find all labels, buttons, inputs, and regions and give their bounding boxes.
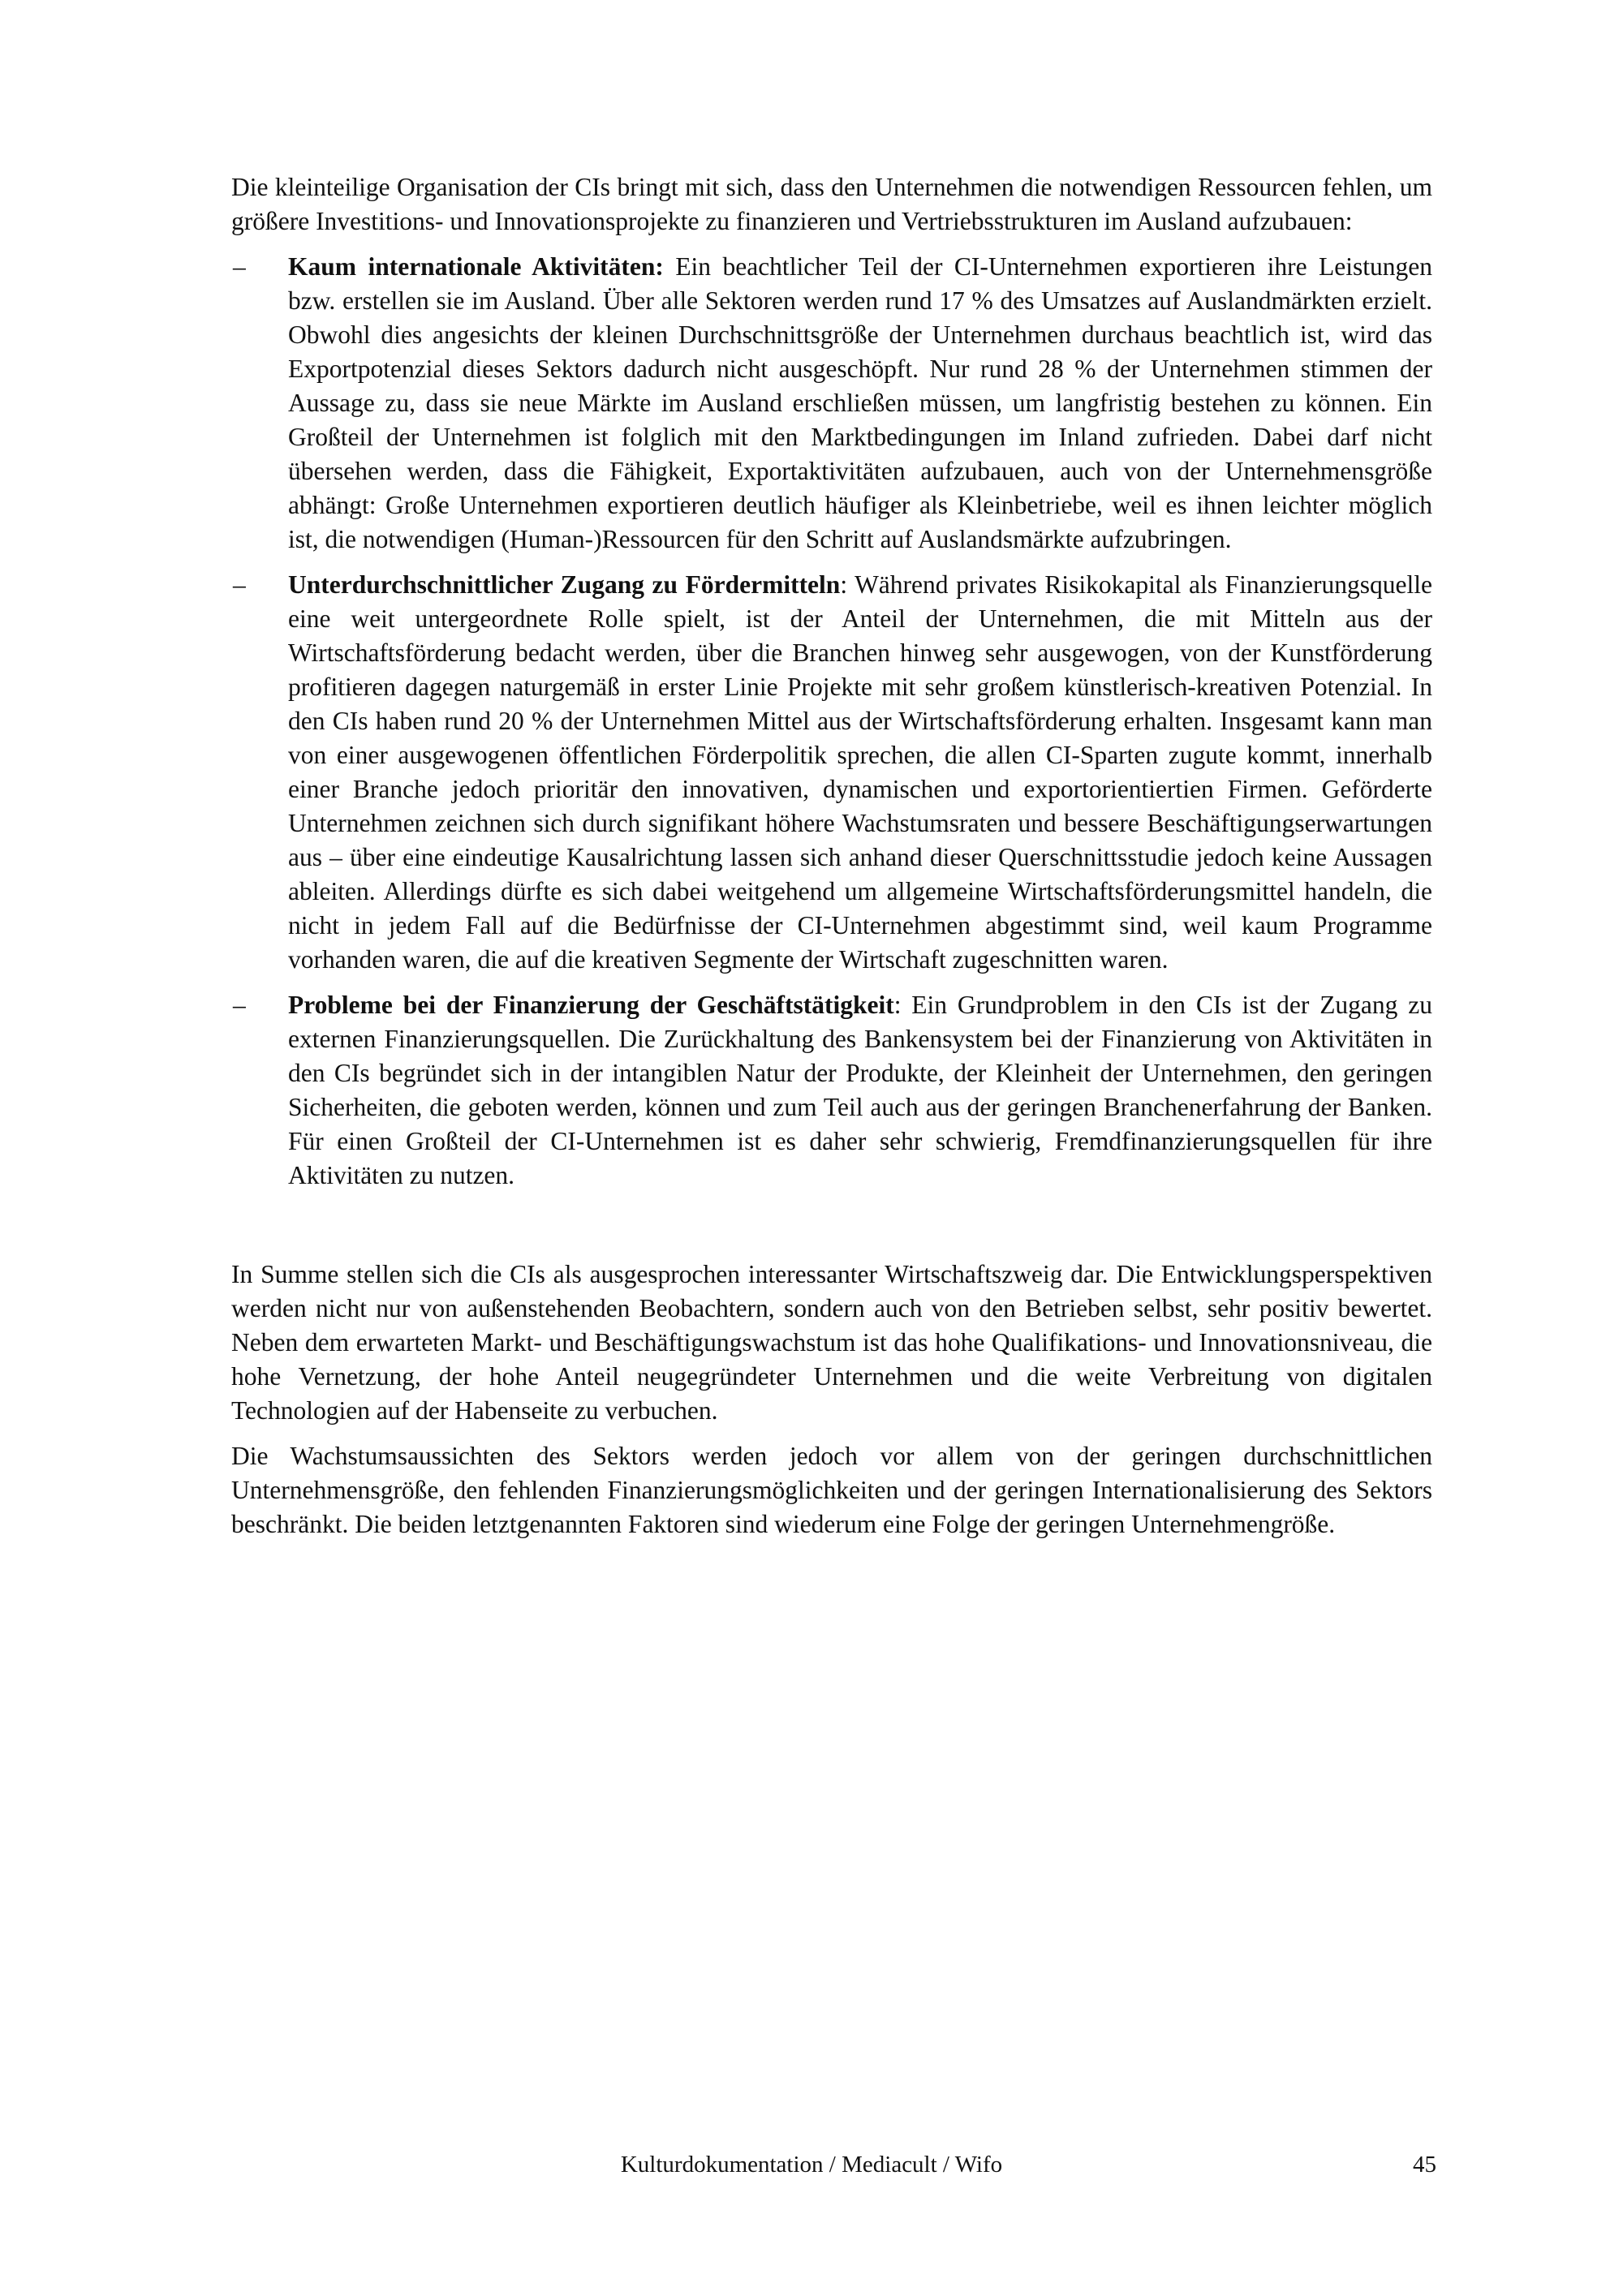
bullet-list [231, 250, 1432, 1193]
summary-section [231, 1258, 1432, 1541]
bullet-paragraph [288, 568, 1432, 977]
footer-source: Kulturdokumentation / Mediacult / Wifo [620, 2152, 1003, 2178]
summary-paragraph: Die Wachstumsaussichten des Sektors werden jedoch vor allem von der geringen durchschnittlichen Unternehmensgröße, den fehlenden Finanzierungsmöglichkeiten und der geringen Internationalisierung des Sektors beschränkt. Die beiden letztgenannten Faktoren sind wiederum eine Folge der geringen Unternehmengröße. [231, 1442, 1432, 1538]
intro-paragraph: Die kleinteilige Organisation der CIs bringt mit sich, dass den Unternehmen die notwendigen Ressourcen fehlen, um größere Investitions- und Innovationsprojekte zu finanzieren und Vertriebsstrukturen im Ausland aufzubauen: [231, 173, 1432, 235]
bullet-paragraph [288, 988, 1432, 1193]
bullet-dash-icon: – [233, 570, 246, 599]
summary-paragraph: In Summe stellen sich die CIs als ausgesprochen interessanter Wirtschaftszweig dar. Die Entwicklungsperspektiven werden nicht nur von außenstehenden Beobachtern, sondern auch von den Betrieben selbst, sehr positiv bewertet. Neben dem erwarteten Markt- und Beschäftigungswachstum ist das hohe Qualifikations- und Innovationsniveau, die hohe Vernetzung, der hohe Anteil neugegründeter Unternehmen und die weite Verbreitung von digitalen Technologien auf der Habenseite zu verbuchen. [231, 1260, 1432, 1425]
bullet-text: : Während privates Risikokapital als Finanzierungsquelle eine weit untergeordnete Rolle spielt, ist der Anteil der Unternehmen, die mit Mitteln aus der Wirtschaftsförderung bedacht werden, über die Branchen hinweg sehr ausgewogen, von der Kunstförderung profitieren dagegen naturgemäß in erster Linie Projekte mit sehr großem künstlerisch-kreativen Potenzial. In den CIs haben rund 20 % der Unternehmen Mittel aus der Wirtschaftsförderung erhalten. Insgesamt kann man von einer ausgewogenen öffentlichen Förderpolitik sprechen, die allen CI-Sparten zugute kommt, innerhalb einer Branche jedoch prioritär den innovativen, dynamischen und exportorientiertien Firmen. Geförderte Unternehmen zeichnen sich durch signifikant höhere Wachstumsraten und bessere Beschäftigungserwartungen aus – über eine eindeutige Kausalrichtung lassen sich anhand dieser Querschnittsstudie jedoch keine Aussagen ableiten. Allerdings dürfte es sich dabei weitgehend um allgemeine Wirtschaftsförderungsmittel handeln, die nicht in jedem Fall auf die Bedürfnisse der CI-Unternehmen abgestimmt sind, weil kaum Programme vorhanden waren, die auf die kreativen Segmente der Wirtschaft zugeschnitten waren. [288, 570, 1432, 974]
bullet-paragraph [288, 250, 1432, 557]
bullet-dash-icon: – [233, 252, 246, 281]
bullet-title: Kaum internationale Aktivitäten: [288, 252, 664, 281]
bullet-item-international [231, 250, 1432, 557]
bullet-dash-icon: – [233, 991, 246, 1019]
page-body [231, 170, 1432, 1553]
bullet-item-foerdermittel [231, 568, 1432, 977]
bullet-text: Ein beachtlicher Teil der CI-Unternehmen exportieren ihre Leistungen bzw. erstellen sie im Ausland. Über alle Sektoren werden rund 17 % des Umsatzes auf Auslandmärkten erzielt. Obwohl dies angesichts der kleinen Durchschnittsgröße der Unternehmen durchaus beachtlich ist, wird das Exportpotenzial dieses Sektors dadurch nicht ausgeschöpft. Nur rund 28 % der Unternehmen stimmen der Aussage zu, dass sie neue Märkte im Ausland erschließen müssen, um langfristig bestehen zu können. Ein Großteil der Unternehmen ist folglich mit den Marktbedingungen im Inland zufrieden. Dabei darf nicht übersehen werden, dass die Fähigkeit, Exportaktivitäten aufzubauen, auch von der Unternehmensgröße abhängt: Große Unternehmen exportieren deutlich häufiger als Kleinbetriebe, weil es ihnen leichter möglich ist, die notwendigen (Human-)Ressourcen für den Schritt auf Auslandsmärkte aufzubringen. [288, 252, 1432, 553]
page-number: 45 [1413, 2152, 1436, 2178]
bullet-title: Probleme bei der Finanzierung der Geschäftstätigkeit [288, 991, 894, 1019]
bullet-title: Unterdurchschnittlicher Zugang zu Fördermitteln [288, 570, 841, 599]
bullet-item-finanzierung [231, 988, 1432, 1193]
bullet-text: : Ein Grundproblem in den CIs ist der Zugang zu externen Finanzierungsquellen. Die Zurückhaltung des Bankensystem bei der Finanzierung von Aktivitäten in den CIs begründet sich in der intangiblen Natur der Produkte, der Kleinheit der Unternehmen, den geringen Sicherheiten, die geboten werden, können und zum Teil auch aus der geringen Branchenerfahrung der Banken. Für einen Großteil der CI-Unternehmen ist es daher sehr schwierig, Fremdfinanzierungsquellen für ihre Aktivitäten zu nutzen. [288, 991, 1432, 1189]
